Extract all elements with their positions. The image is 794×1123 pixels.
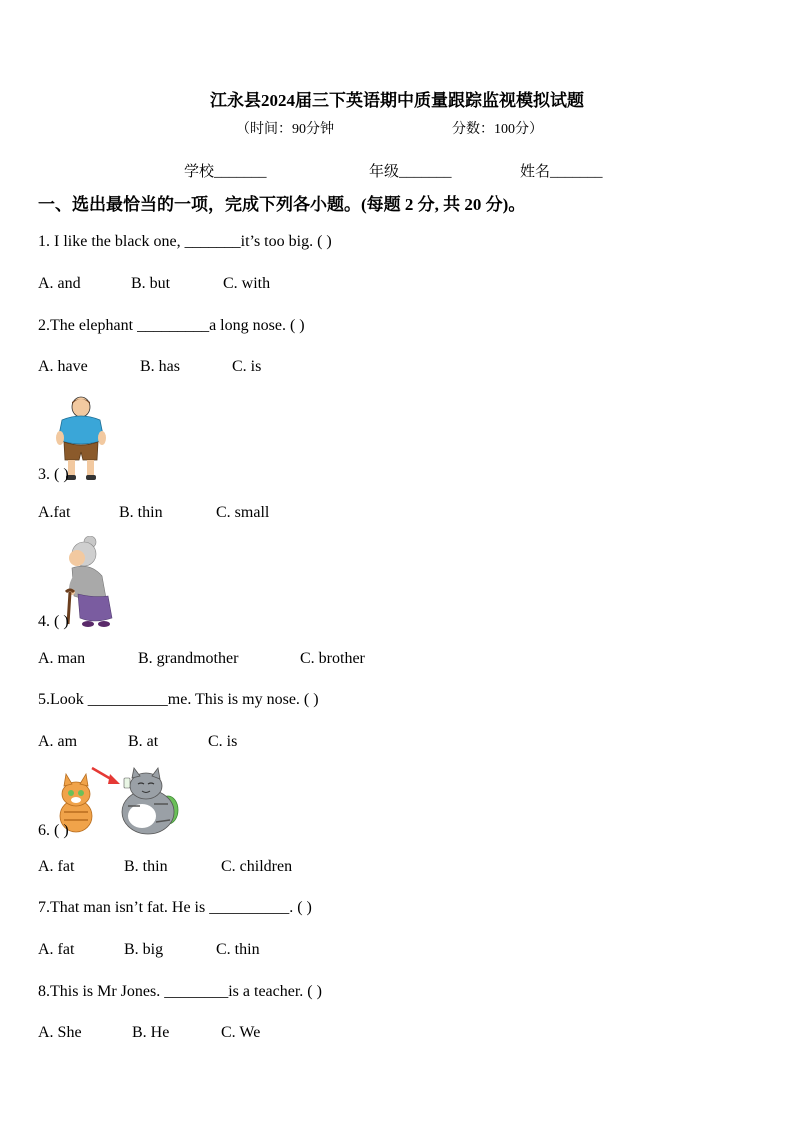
q5-option-a[interactable]: A. am (38, 733, 78, 750)
question-6: 6. ( ) (38, 822, 69, 839)
q1-option-b[interactable]: B. but (131, 275, 171, 292)
page-title: 江永县2024届三下英语期中质量跟踪监视模拟试题 (210, 91, 584, 110)
question-4: 4. ( ) (38, 613, 69, 630)
q4-option-a[interactable]: A. man (38, 650, 86, 667)
question-8: 8.This is Mr Jones. ________is a teacher. ( ) (38, 983, 322, 1000)
q3-option-c[interactable]: C. small (216, 504, 270, 521)
exam-score: 分数：100分） (452, 122, 543, 137)
name-field[interactable]: 姓名_______ (520, 164, 603, 180)
cats-image (50, 764, 180, 836)
q1-option-a[interactable]: A. and (38, 275, 81, 292)
q5-option-b[interactable]: B. at (128, 733, 159, 750)
q8-option-c[interactable]: C. We (221, 1024, 261, 1041)
q7-option-b[interactable]: B. big (124, 941, 164, 958)
q6-option-c[interactable]: C. children (221, 858, 293, 875)
q6-option-b[interactable]: B. thin (124, 858, 168, 875)
q3-option-b[interactable]: B. thin (119, 504, 163, 521)
q6-option-a[interactable]: A. fat (38, 858, 75, 875)
q1-option-c[interactable]: C. with (223, 275, 271, 292)
q8-option-a[interactable]: A. She (38, 1024, 82, 1041)
q2-option-b[interactable]: B. has (140, 358, 180, 375)
question-7: 7.That man isn’t fat. He is __________. ( ) (38, 899, 312, 916)
q7-option-c[interactable]: C. thin (216, 941, 260, 958)
q4-option-b[interactable]: B. grandmother (138, 650, 239, 667)
grade-field[interactable]: 年级_______ (369, 164, 452, 180)
q7-option-a[interactable]: A. fat (38, 941, 75, 958)
exam-time: （时间：90分钟 (236, 122, 334, 137)
q4-option-c[interactable]: C. brother (300, 650, 365, 667)
q8-option-b[interactable]: B. He (132, 1024, 170, 1041)
q3-option-a[interactable]: A.fat (38, 504, 71, 521)
question-5: 5.Look __________me. This is my nose. ( ) (38, 691, 319, 708)
q2-option-c[interactable]: C. is (232, 358, 262, 375)
school-field[interactable]: 学校_______ (184, 164, 267, 180)
question-2: 2.The elephant _________a long nose. ( ) (38, 317, 305, 334)
question-3: 3. ( ) (38, 466, 69, 483)
q2-option-a[interactable]: A. have (38, 358, 88, 375)
question-1: 1. I like the black one, _______it’s too big. ( ) (38, 233, 332, 250)
q5-option-c[interactable]: C. is (208, 733, 238, 750)
section-heading: 一、选出最恰当的一项，完成下列各小题。(每题 2 分, 共 20 分)。 (38, 195, 526, 214)
